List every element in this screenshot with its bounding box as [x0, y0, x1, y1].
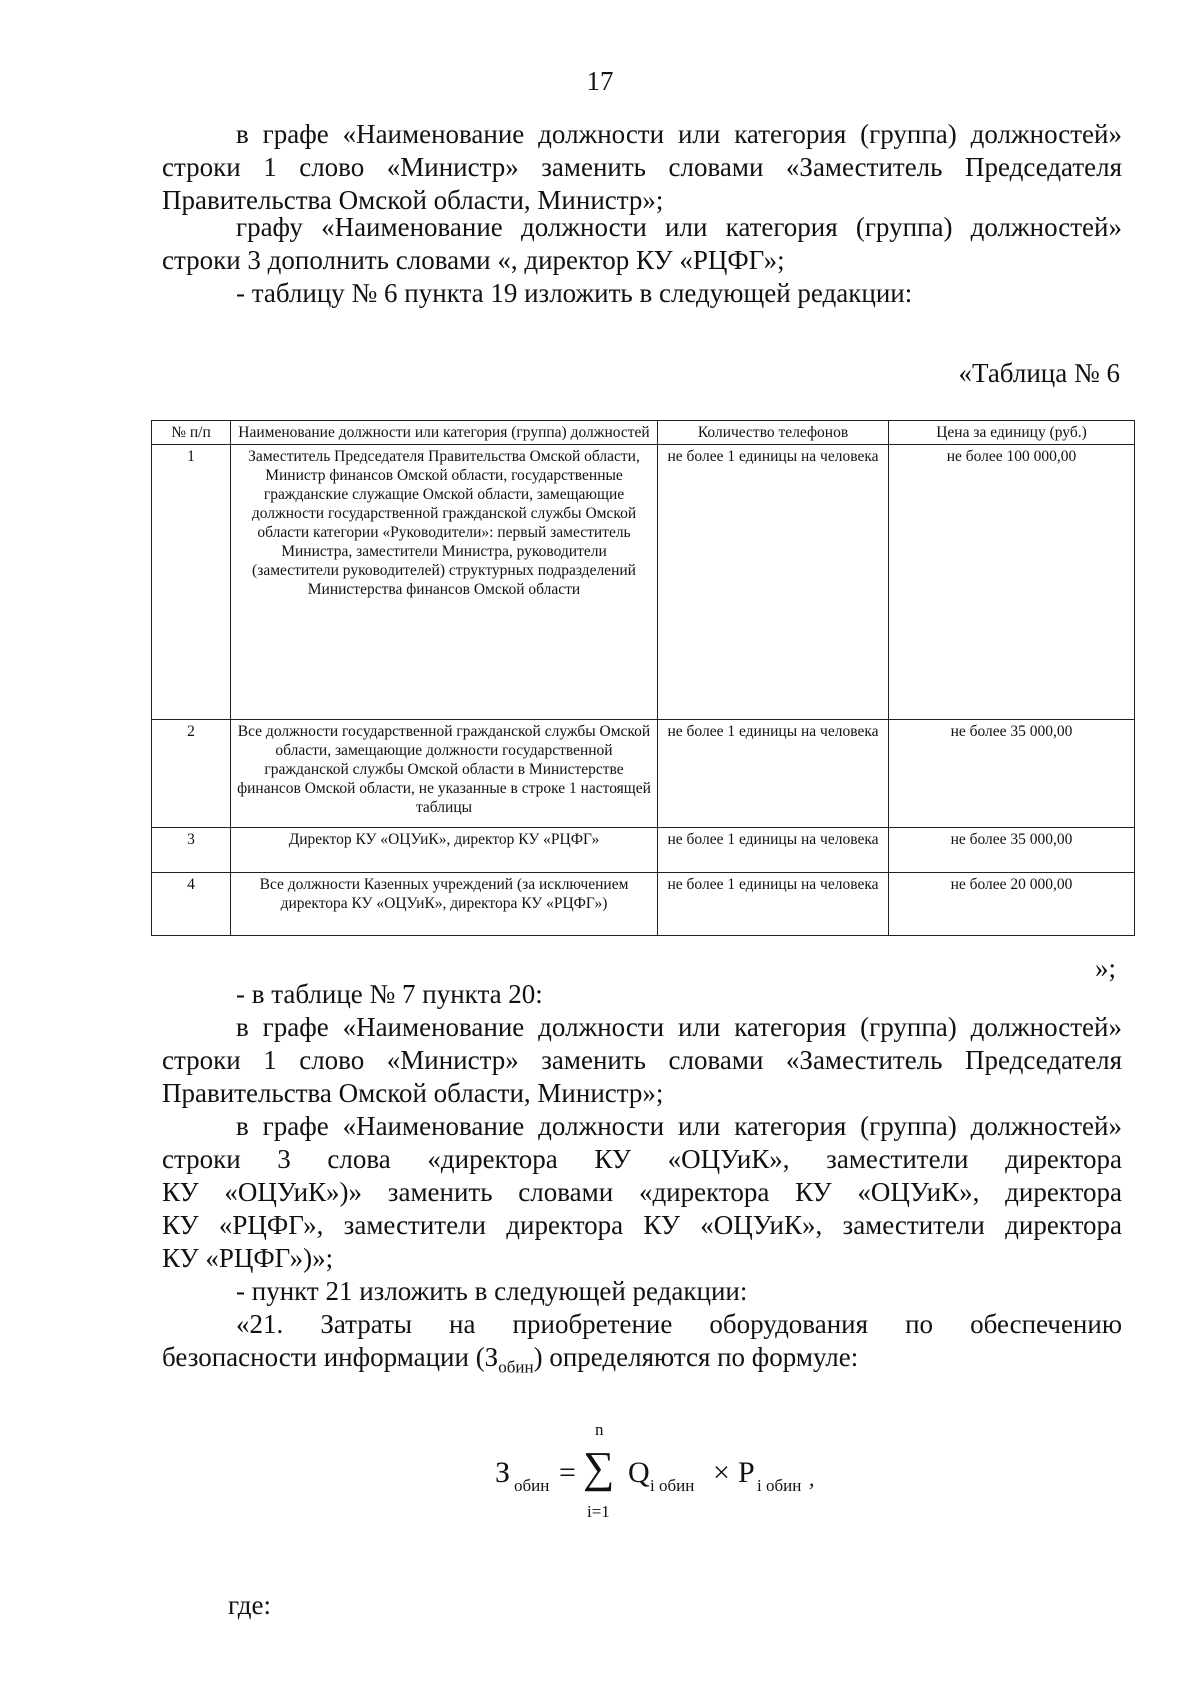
text-line: строки 1 слово «Министр» заменить словами «Заместитель Председателя	[162, 1045, 1122, 1075]
text-part: безопасности информации (З	[162, 1342, 499, 1372]
cell-name: Заместитель Председателя Правительства Омской области, Министр финансов Омской области, государственные гражданские служащие Омской области, замещающие должности государственной гражданской службы Омской области категории «Руководители»: первый заместитель Министра, заместители Министра, руководители (заместители руководителей) структурных подразделений Министерства финансов Омской области	[231, 445, 658, 720]
paragraph-3: - таблицу № 6 пункта 19 изложить в следующей редакции:	[236, 278, 913, 308]
cell-qty: не более 1 единицы на человека	[658, 828, 889, 873]
formula-lower-limit: i=1	[587, 1502, 610, 1521]
header-name: Наименование должности или категория (группа) должностей	[231, 421, 658, 445]
text-line: графу «Наименование должности или категория (группа) должностей»	[236, 212, 1122, 242]
text-line: Правительства Омской области, Министр»;	[162, 185, 664, 215]
formula-equals: =	[559, 1456, 576, 1489]
paragraph-7: - пункт 21 изложить в следующей редакции:	[236, 1276, 748, 1306]
formula-lhs: З	[495, 1456, 511, 1489]
text-line: «21. Затраты на приобретение оборудования по обеспечению	[236, 1309, 1122, 1339]
table-caption: «Таблица № 6	[958, 358, 1120, 388]
table-row	[152, 828, 1135, 873]
text-line: КУ «РЦФГ», заместители директора КУ «ОЦУиК», заместители директора	[162, 1210, 1122, 1240]
table-row	[152, 445, 1135, 720]
formula-lhs-sub: обин	[514, 1476, 550, 1495]
cell-name: Директор КУ «ОЦУиК», директор КУ «РЦФГ»	[231, 828, 658, 873]
text-line: в графе «Наименование должности или категория (группа) должностей»	[236, 1111, 1122, 1141]
cell-qty: не более 1 единицы на человека	[658, 720, 889, 828]
header-qty: Количество телефонов	[658, 421, 889, 445]
text-line	[162, 1342, 859, 1377]
cell-num: 1	[152, 445, 231, 720]
paragraph-4: - в таблице № 7 пункта 20:	[236, 979, 543, 1009]
text-line: в графе «Наименование должности или категория (группа) должностей»	[236, 119, 1122, 149]
sigma-icon: ∑	[583, 1443, 615, 1492]
table-header-row	[152, 421, 1135, 445]
text-line: КУ «РЦФГ»)»;	[162, 1243, 334, 1273]
cell-num: 3	[152, 828, 231, 873]
paragraph-5	[162, 1011, 1122, 1110]
table-row	[152, 720, 1135, 828]
cell-price: не более 35 000,00	[889, 828, 1135, 873]
text-line: строки 3 слова «директора КУ «ОЦУиК», заместители директора	[162, 1144, 1122, 1174]
paragraph-8	[162, 1308, 1122, 1383]
paragraph-1	[162, 118, 1122, 217]
cell-name: Все должности государственной гражданской службы Омской области, замещающие должности государственной гражданской службы Омской области в Министерстве финансов Омской области, не указанные в строке 1 настоящей таблицы	[231, 720, 658, 828]
text-line: КУ «ОЦУиК»)» заменить словами «директора КУ «ОЦУиК», директора	[162, 1177, 1122, 1207]
formula-q: Q	[628, 1456, 650, 1489]
page-number: 17	[586, 66, 614, 96]
table-6	[151, 420, 1135, 936]
cell-num: 2	[152, 720, 231, 828]
formula-p-sub: i обин	[757, 1476, 802, 1495]
subscript: обин	[498, 1357, 534, 1377]
cell-name: Все должности Казенных учреждений (за исключением директора КУ «ОЦУиК», директора КУ «РЦФГ»)	[231, 873, 658, 936]
text-line: строки 1 слово «Министр» заменить словами «Заместитель Председателя	[162, 152, 1122, 182]
where-label: где:	[228, 1590, 271, 1620]
cell-qty: не более 1 единицы на человека	[658, 873, 889, 936]
cell-price: не более 35 000,00	[889, 720, 1135, 828]
paragraph-2	[162, 211, 1122, 277]
text-line: Правительства Омской области, Министр»;	[162, 1078, 664, 1108]
table-row	[152, 873, 1135, 936]
text-line: строки 3 дополнить словами «, директор КУ «РЦФГ»;	[162, 245, 785, 275]
text-line: в графе «Наименование должности или категория (группа) должностей»	[236, 1012, 1122, 1042]
formula	[495, 1420, 815, 1530]
cell-qty: не более 1 единицы на человека	[658, 445, 889, 720]
header-price: Цена за единицу (руб.)	[889, 421, 1135, 445]
formula-comma: ,	[809, 1466, 815, 1491]
cell-num: 4	[152, 873, 231, 936]
cell-price: не более 100 000,00	[889, 445, 1135, 720]
formula-p: P	[738, 1456, 755, 1489]
table-close-quote: »;	[1094, 953, 1116, 983]
header-num: № п/п	[152, 421, 231, 445]
formula-q-sub: i обин	[650, 1476, 695, 1495]
paragraph-6	[162, 1110, 1122, 1275]
cell-price: не более 20 000,00	[889, 873, 1135, 936]
formula-times: ×	[713, 1456, 730, 1489]
formula-upper-limit: n	[595, 1420, 604, 1439]
text-part: ) определяются по формуле:	[533, 1342, 859, 1372]
